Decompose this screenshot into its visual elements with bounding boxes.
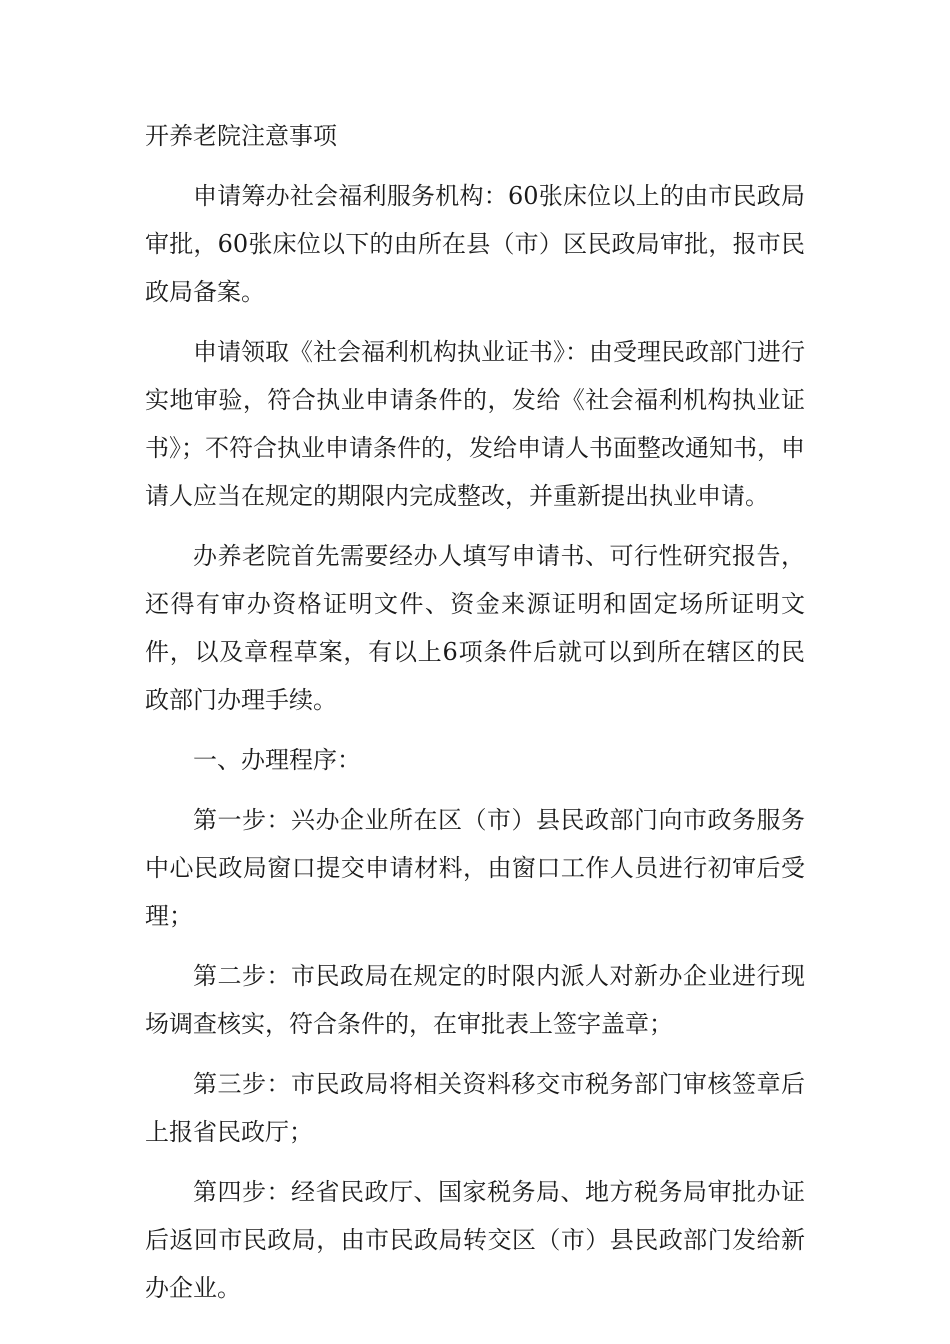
step-one: 第一步：兴办企业所在区（市）县民政部门向市政务服务中心民政局窗口提交申请材料，由窗口工作人员进行初审后受理； — [145, 806, 805, 930]
step-four: 第四步：经省民政厅、国家税务局、地方税务局审批办证后返回市民政局，由市民政局转交区（市）县民政部门发给新办企业。 — [145, 1178, 805, 1302]
document-body — [145, 172, 805, 1312]
paragraph-requirements: 办养老院首先需要经办人填写申请书、可行性研究报告，还得有审办资格证明文件、资金来源证明和固定场所证明文件，以及章程草案，有以上6项条件后就可以到所在辖区的民政部门办理手续。 — [145, 542, 805, 714]
step-two: 第二步：市民政局在规定的时限内派人对新办企业进行现场调查核实，符合条件的，在审批表上签字盖章； — [145, 962, 805, 1038]
document-title: 开养老院注意事项 — [145, 122, 337, 150]
paragraph-approval: 申请筹办社会福利服务机构：60张床位以上的由市民政局审批，60张床位以下的由所在县（市）区民政局审批，报市民政局备案。 — [145, 182, 805, 306]
section-heading-procedure: 一、办理程序： — [193, 746, 361, 774]
paragraph-license: 申请领取《社会福利机构执业证书》：由受理民政部门进行实地审验，符合执业申请条件的，发给《社会福利机构执业证书》；不符合执业申请条件的，发给申请人书面整改通知书，申请人应当在规定的期限内完成整改，并重新提出执业申请。 — [145, 338, 805, 510]
step-three: 第三步：市民政局将相关资料移交市税务部门审核签章后上报省民政厅； — [145, 1070, 805, 1146]
